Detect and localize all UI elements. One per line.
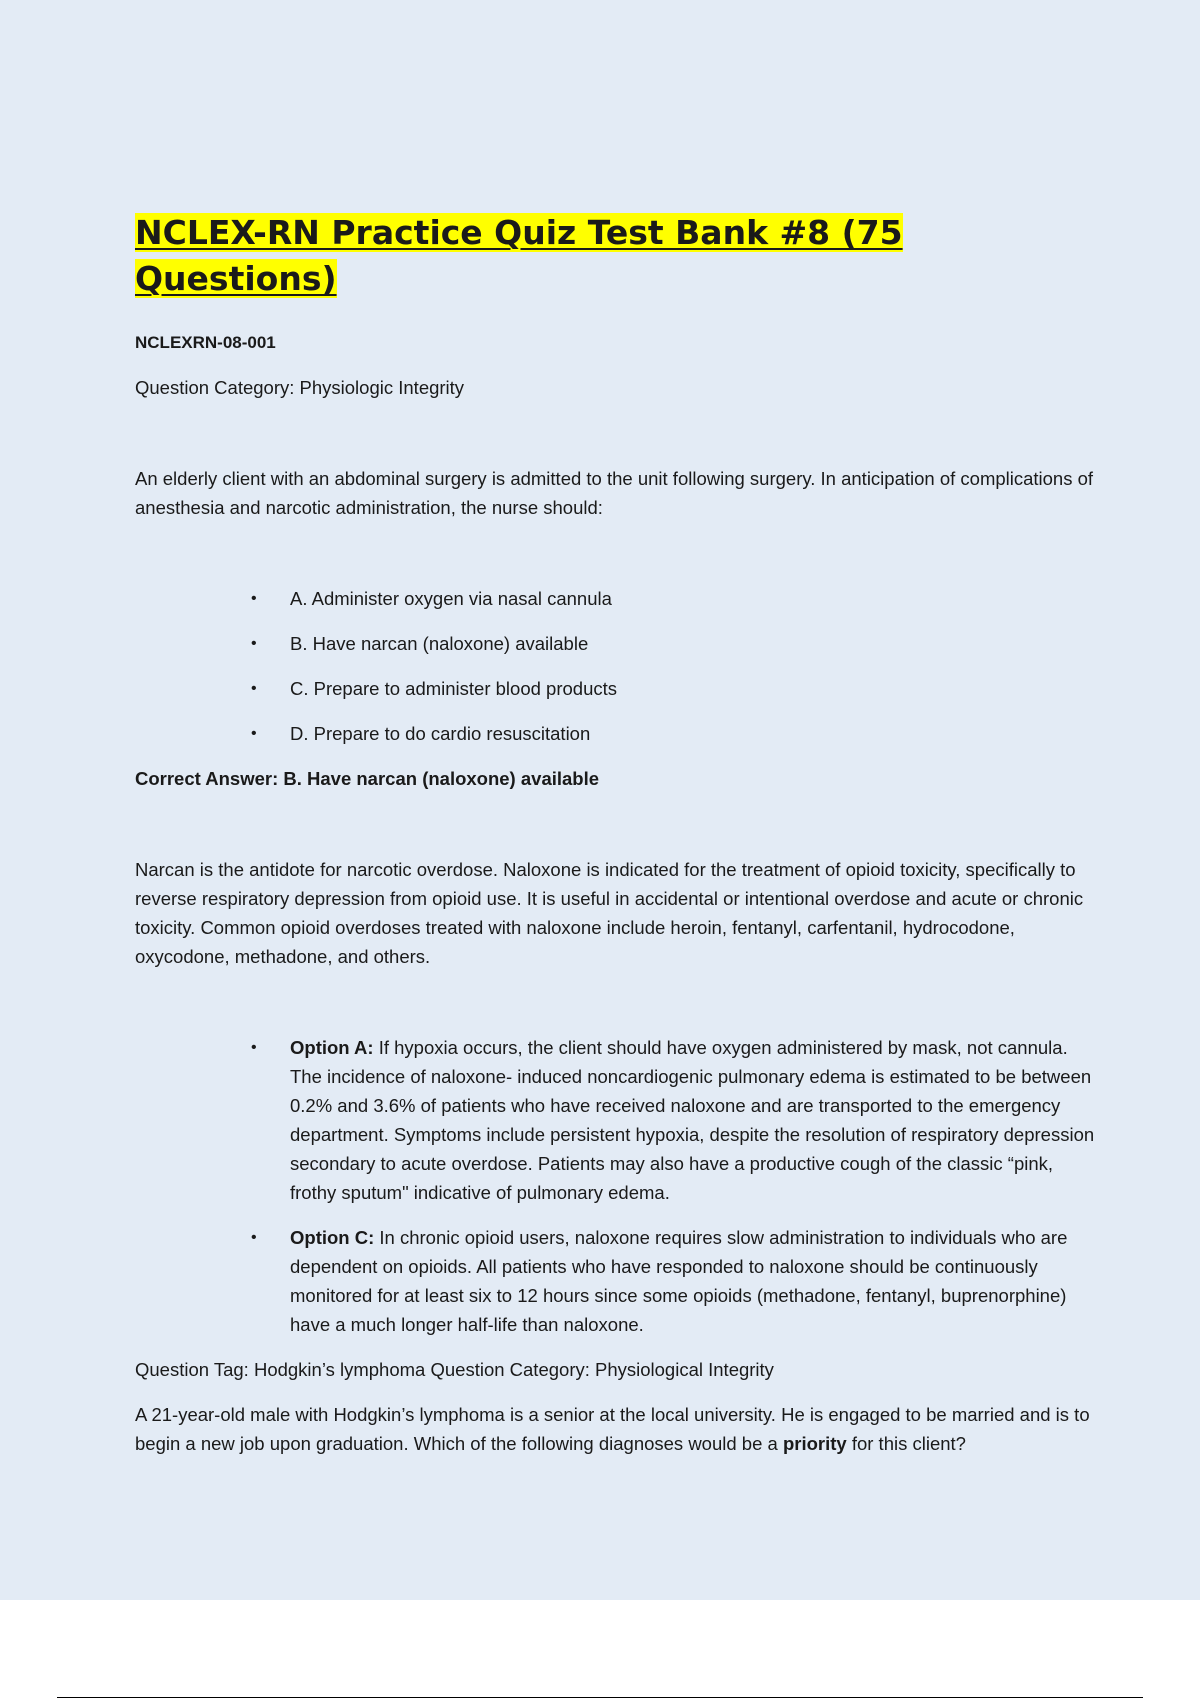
explanation-option-c	[135, 1223, 1095, 1339]
priority-keyword: priority	[782, 1433, 847, 1454]
document-title	[135, 210, 1015, 302]
explanation-text: If hypoxia occurs, the client should have oxygen administered by mask, not cannula. The incidence of naloxone- induced noncardiogenic pulmonary edema is estimated to be between 0.2% and 3.6% of patients who have received naloxone and are transported to the emergency department. Symptoms include persistent hypoxia, despite the resolution of respiratory depression secondary to acute overdose. Patients may also have a productive cough of the classic “pink, frothy sputum" indicative of pulmonary edema.	[290, 1037, 1095, 1203]
answer-option-c: • C. Prepare to administer blood products	[135, 674, 1095, 703]
explanation-text: In chronic opioid users, naloxone requires slow administration to individuals who are dependent on opioids. All patients who have responded to naloxone should be continuously monitored for at least six to 12 hours since some opioids (methadone, fentanyl, buprenorphine) have a much longer half-life than naloxone.	[290, 1227, 1068, 1335]
question-id: NCLEXRN-08-001	[135, 333, 276, 352]
answer-option-a: • A. Administer oxygen via nasal cannula	[135, 584, 1095, 613]
answer-option-b: • B. Have narcan (naloxone) available	[135, 629, 1095, 658]
document-title-text: NCLEX-RN Practice Quiz Test Bank #8 (75 Questions)	[135, 213, 903, 298]
correct-answer: Correct Answer: B. Have narcan (naloxone) available	[135, 768, 600, 789]
option-explanations-list	[135, 1033, 1095, 1339]
explanation-label: Option C:	[290, 1227, 375, 1248]
rationale-paragraph: Narcan is the antidote for narcotic overdose. Naloxone is indicated for the treatment of opioid toxicity, specifically to reverse respiratory depression from opioid use. It is useful in accidental or intentional overdose and acute or chronic toxicity. Common opioid overdoses treated with naloxone include heroin, fentanyl, carfentanil, hydrocodone, oxycodone, methadone, and others.	[135, 859, 1084, 967]
document-content	[135, 210, 1095, 1458]
answer-option-d: • D. Prepare to do cardio resuscitation	[135, 719, 1095, 748]
explanation-label: Option A:	[290, 1037, 374, 1058]
answer-options-list	[135, 584, 1095, 748]
question-stem-2-start: A 21-year-old male with Hodgkin’s lymphoma is a senior at the local university. He is engaged to be married and is to begin a new job upon graduation. Which of the following diagnoses would be a	[135, 1404, 1090, 1454]
question-stem: An elderly client with an abdominal surgery is admitted to the unit following surgery. In anticipation of complications of anesthesia and narcotic administration, the nurse should:	[135, 468, 1094, 518]
footer-divider	[57, 1697, 1143, 1698]
question-category: Question Category: Physiologic Integrity	[135, 377, 465, 398]
explanation-option-a	[135, 1033, 1095, 1207]
question-tag: Question Tag: Hodgkin’s lymphoma Question Category: Physiological Integrity	[135, 1359, 774, 1380]
question-stem-2	[135, 1400, 1095, 1458]
question-stem-2-end: for this client?	[846, 1433, 966, 1454]
